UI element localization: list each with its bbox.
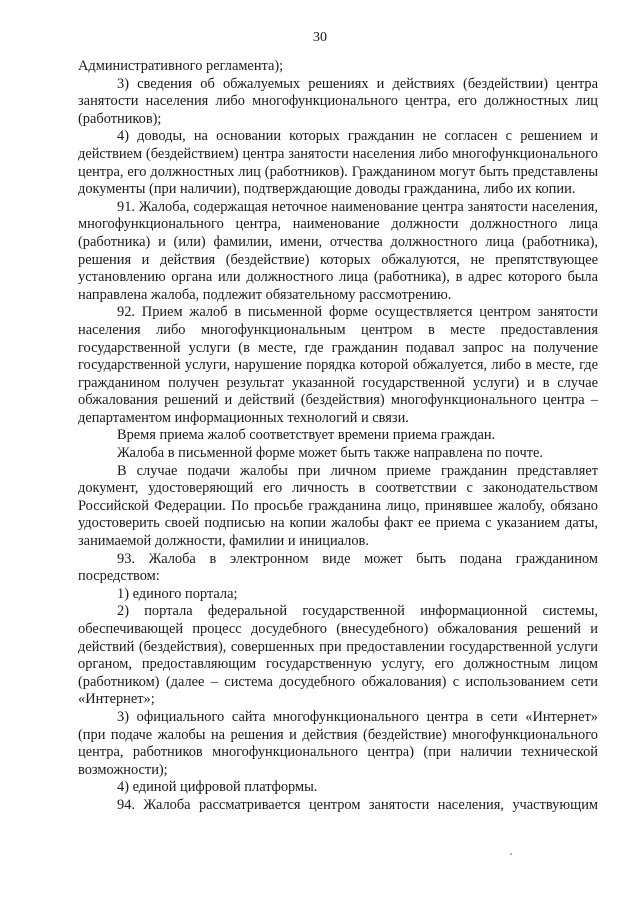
page-number: 30 xyxy=(313,30,327,45)
paragraph-list-item-2: 2) портала федеральной государственной информационной системы, обеспечивающей процесс досудебного (внесудебного) обжалования решений и действий (бездействия), совершенных при предоставлении государственной услуги органом, предоставляющим государственную услугу, его должностным лицом (работником) (далее – система досудебного обжалования) с использованием сети «Интернет»; xyxy=(78,603,598,708)
paragraph-by-mail: Жалоба в письменной форме может быть также направлена по почте. xyxy=(117,445,544,462)
scan-speck xyxy=(510,853,512,855)
paragraph-personal-reception: В случае подачи жалобы при личном приеме гражданин представляет документ, удостоверяющий его личность в соответствии с законодательством Российской Федерации. По просьбе гражданина лицо, принявшее жалобу, обязано удостоверить своей подписью на копии жалобы факт ее приема с указанием даты, занимаемой должности, фамилии и инициалов. xyxy=(78,462,598,550)
paragraph-reception-time: Время приема жалоб соответствует времени приема граждан. xyxy=(117,427,496,444)
paragraph-item-3: 3) сведения об обжалуемых решениях и действиях (бездействии) центра занятости населения либо многофункционального центра, его должностных лиц (работников); xyxy=(78,75,598,127)
paragraph-clause-92: 92. Прием жалоб в письменной форме осуществляется центром занятости населения либо многофункциональным центром в месте предоставления государственной услуги (в месте, где гражданин подавал запрос на получение государственной услуги, нарушение порядка которой обжалуется, либо в месте, где гражданином получен результат указанной государственной услуги) и в случае обжалования решений и действий (бездействия) многофункционального центра – департаментом информационных технологий и связи. xyxy=(78,304,598,426)
paragraph-list-item-1: 1) единого портала; xyxy=(117,585,238,602)
page-body xyxy=(78,58,598,815)
paragraph-continuation: Административного регламента); xyxy=(78,58,284,74)
paragraph-item-4: 4) доводы, на основании которых гражданин не согласен с решением и действием (бездействием) центра занятости населения либо многофункционального центра, его должностных лиц (работников). Гражданином могут быть представлены документы (при наличии), подтверждающие доводы гражданина, либо их копии. xyxy=(78,128,598,198)
paragraph-list-item-4: 4) единой цифровой платформы. xyxy=(117,779,318,796)
paragraph-clause-94: 94. Жалоба рассматривается центром занятости населения, участвующим xyxy=(117,796,598,813)
paragraph-clause-91: 91. Жалоба, содержащая неточное наименование центра занятости населения, многофункционального центра, наименование должности должностного лица (работника) и (или) фамилии, имени, отчества должностного лица (работника), решения и действия (бездействие) которых обжалуются, не препятствующее установлению органа или должностного лица (работника), в адрес которого была направлена жалоба, подлежит обязательному рассмотрению. xyxy=(78,198,598,303)
paragraph-clause-93: 93. Жалоба в электронном виде может быть подана гражданином посредством: xyxy=(78,550,598,585)
paragraph-list-item-3: 3) официального сайта многофункционального центра в сети «Интернет» (при подаче жалобы на решения и действия (бездействие) многофункционального центра, работников многофункционального центра) (при наличии технической возможности); xyxy=(78,708,598,778)
